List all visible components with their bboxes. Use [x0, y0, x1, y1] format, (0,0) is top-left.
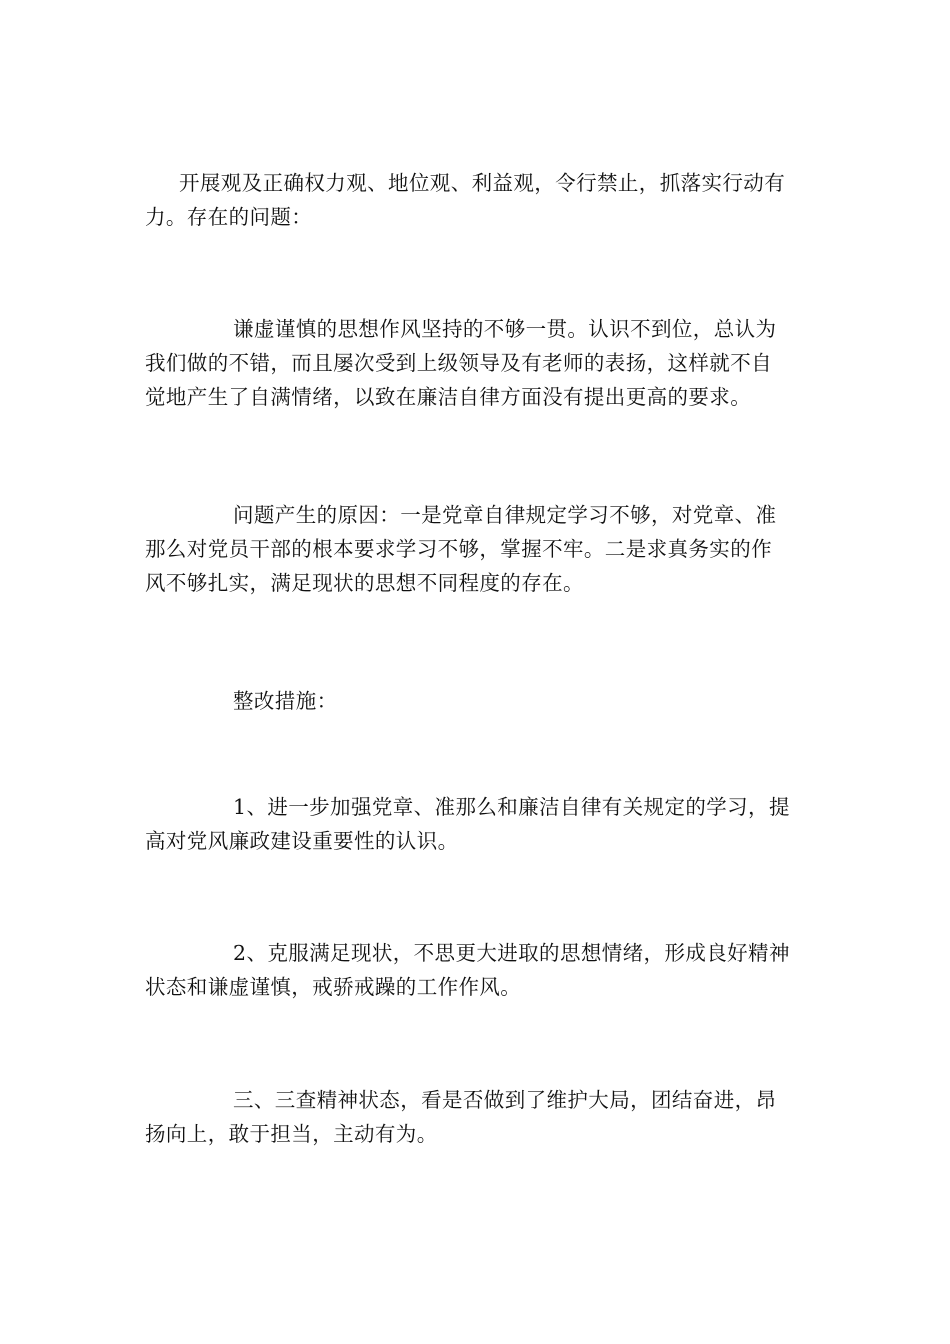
paragraph-6 [145, 936, 805, 1004]
paragraph-line: 三、三查精神状态，看是否做到了维护大局，团结奋进，昂 [233, 1088, 777, 1112]
paragraph-line: 风不够扎实，满足现状的思想不同程度的存在。 [145, 571, 584, 595]
paragraph-2 [145, 312, 805, 414]
paragraph-3 [145, 498, 805, 600]
paragraph-5 [145, 790, 805, 858]
paragraph-line: 觉地产生了自满情绪，以致在廉洁自律方面没有提出更高的要求。 [145, 385, 752, 409]
paragraph-line: 开展观及正确权力观、地位观、利益观，令行禁止，抓落实行动有 [179, 171, 786, 195]
paragraph-line: 高对党风廉政建设重要性的认识。 [145, 829, 459, 853]
paragraph-line: 力。存在的问题： [145, 205, 313, 229]
paragraph-line: 问题产生的原因：一是党章自律规定学习不够，对党章、准 [233, 503, 777, 527]
paragraph-line: 2、克服满足现状，不思更大进取的思想情绪，形成良好精神 [233, 941, 790, 965]
paragraph-line: 那么对党员干部的根本要求学习不够，掌握不牢。二是求真务实的作 [145, 537, 772, 561]
paragraph-1 [145, 166, 805, 234]
paragraph-line: 整改措施： [233, 689, 338, 713]
paragraph-line: 状态和谦虚谨慎，戒骄戒躁的工作作风。 [145, 975, 522, 999]
paragraph-4-heading [145, 684, 805, 718]
paragraph-line: 谦虚谨慎的思想作风坚持的不够一贯。认识不到位，总认为 [233, 317, 777, 341]
paragraph-line: 1、进一步加强党章、准那么和廉洁自律有关规定的学习，提 [233, 795, 790, 819]
paragraph-7 [145, 1083, 805, 1151]
paragraph-line: 扬向上，敢于担当，主动有为。 [145, 1122, 438, 1146]
paragraph-line: 我们做的不错，而且屡次受到上级领导及有老师的表扬，这样就不自 [145, 351, 772, 375]
